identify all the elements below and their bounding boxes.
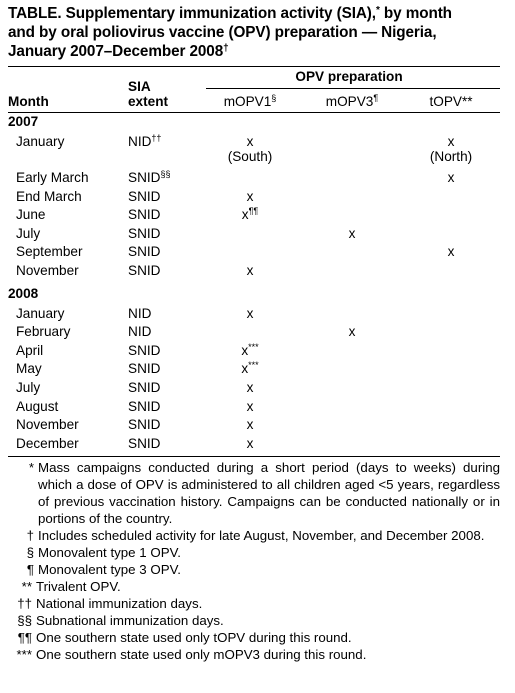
- footnote: [8, 612, 500, 629]
- month-cell: August: [16, 398, 59, 414]
- mopv1-cell: [198, 170, 302, 189]
- table-row: [8, 170, 500, 189]
- table-row: [8, 324, 500, 343]
- footnote-text: Monovalent type 1 OPV.: [38, 545, 181, 561]
- month-cell: September: [16, 244, 83, 260]
- table-row: [8, 306, 500, 325]
- footnote: [8, 646, 500, 663]
- mopv1-cell: x¶¶: [241, 206, 259, 223]
- topv-note: (North): [429, 149, 473, 164]
- mopv1-cell: [198, 226, 302, 245]
- sia-extent-cell: SNID: [128, 262, 161, 278]
- mopv3-cell: [302, 170, 402, 189]
- month-cell: January: [16, 134, 65, 149]
- mopv3-cell: [302, 399, 402, 418]
- topv-cell: [402, 343, 500, 362]
- footnote-text: Trivalent OPV.: [36, 579, 121, 595]
- topv-cell: x (North): [402, 134, 500, 170]
- topv-cell: [402, 189, 500, 208]
- sia-extent-cell: SNID: [128, 435, 161, 451]
- footnote: [8, 595, 500, 612]
- topv-cell: [402, 417, 500, 436]
- topv-cell: [402, 207, 500, 226]
- title-line-3: January 2007–December 2008: [8, 43, 224, 60]
- sia-extent-cell: SNID: [128, 244, 161, 260]
- table-row: [8, 226, 500, 245]
- footnote-text: One southern state used only mOPV3 during this round.: [36, 647, 367, 663]
- mopv3-cell: [302, 417, 402, 436]
- mopv3-cell: x: [348, 324, 356, 340]
- month-cell: November: [16, 262, 79, 278]
- topv-cell: [402, 361, 500, 380]
- header-topv: tOPV**: [429, 94, 473, 109]
- footnote-mark: **: [21, 579, 32, 595]
- footnotes: [8, 459, 500, 663]
- table-title: [8, 4, 500, 61]
- mopv3-cell: [302, 436, 402, 455]
- header-sia-extent: extent: [128, 94, 169, 109]
- footnote-mark: ¶: [26, 562, 34, 578]
- year-label: 2007: [8, 114, 39, 129]
- mopv1-cell: x: [246, 435, 254, 451]
- mopv3-cell: [302, 207, 402, 226]
- table-row: [8, 189, 500, 208]
- table-row: [8, 263, 500, 282]
- table-row: [8, 134, 500, 170]
- footnote-text: Monovalent type 3 OPV.: [38, 562, 181, 578]
- header-opv-preparation: OPV preparation: [198, 67, 500, 94]
- mopv1-cell: x: [246, 398, 254, 414]
- mopv1-cell: [198, 244, 302, 263]
- mopv1-cell: x: [246, 262, 254, 278]
- mopv3-cell: [302, 380, 402, 399]
- mopv3-cell: [302, 306, 402, 325]
- mopv1-cell: x (South): [198, 134, 302, 170]
- footnote-mark: §: [26, 545, 34, 561]
- header-sia: SIA: [128, 79, 151, 94]
- footnote-mark: §§: [17, 613, 32, 629]
- header-month: Month: [8, 94, 49, 109]
- sia-extent-cell: SNID: [128, 379, 161, 395]
- table-row: [8, 380, 500, 399]
- mopv3-cell: [302, 134, 402, 170]
- sia-extent-cell: SNID: [128, 361, 161, 377]
- topv-cell: [402, 226, 500, 245]
- month-cell: April: [16, 342, 44, 358]
- footnote: [8, 578, 500, 595]
- opv-group-rule: [206, 88, 500, 89]
- month-cell: December: [16, 435, 79, 451]
- mopv1-cell: x: [246, 305, 254, 321]
- title-footnote-mark: *: [375, 5, 380, 16]
- title-footnote-mark: †: [223, 43, 229, 54]
- sia-extent-cell: SNID: [128, 188, 161, 204]
- sia-extent-cell: NID: [128, 305, 152, 321]
- sia-extent-cell: SNID: [128, 225, 161, 241]
- header-mopv3: mOPV3¶: [325, 93, 379, 109]
- footnote-mark: *: [28, 460, 34, 476]
- topv-cell: [402, 324, 500, 343]
- mopv1-note: (South): [227, 149, 273, 164]
- table-row: [8, 244, 500, 263]
- footnote-mark: †: [26, 528, 34, 544]
- topv-cell: [402, 380, 500, 399]
- mopv3-cell: [302, 189, 402, 208]
- mopv3-cell: [302, 343, 402, 362]
- mopv1-cell: x: [246, 188, 254, 204]
- month-cell: Early March: [16, 170, 89, 185]
- table-row: [8, 399, 500, 418]
- sia-extent-cell: NID††: [128, 133, 162, 149]
- footnote: [8, 561, 500, 578]
- table-row: [8, 417, 500, 436]
- sia-extent-cell: SNID: [128, 417, 161, 433]
- footnote-text: Includes scheduled activity for late August, November, and December 2008.: [38, 528, 485, 544]
- footnote: [8, 527, 500, 544]
- month-cell: February: [16, 324, 71, 340]
- title-line-2: and by oral poliovirus vaccine (OPV) preparation — Nigeria,: [8, 24, 437, 41]
- sia-extent-cell: SNID: [128, 342, 161, 358]
- bottom-rule: [8, 456, 500, 457]
- mopv1-cell: x: [246, 379, 254, 395]
- mopv3-cell: [302, 361, 402, 380]
- month-cell: January: [16, 305, 65, 321]
- footnote-mark: ***: [16, 647, 32, 663]
- mopv1-cell: x***: [241, 360, 259, 377]
- year-row: [8, 282, 500, 306]
- footnote-mark: ††: [17, 596, 32, 612]
- header-mopv1: mOPV1§: [223, 93, 277, 109]
- topv-cell: [402, 436, 500, 455]
- sia-extent-cell: SNID: [128, 207, 161, 223]
- footnote: [8, 544, 500, 561]
- mopv3-cell: [302, 244, 402, 263]
- mopv1-cell: x: [246, 417, 254, 433]
- sia-extent-cell: SNID: [128, 398, 161, 414]
- topv-cell: [402, 399, 500, 418]
- year-row: [8, 113, 500, 134]
- table-row: [8, 207, 500, 226]
- mopv3-cell: x: [348, 225, 356, 241]
- sia-table: [8, 67, 500, 454]
- footnote: [8, 459, 500, 527]
- month-cell: November: [16, 417, 79, 433]
- mopv1-cell: x***: [241, 341, 259, 358]
- footnote-text: One southern state used only tOPV during this round.: [36, 630, 352, 646]
- footnote: [8, 629, 500, 646]
- title-line-1: TABLE. Supplementary immunization activity (SIA),: [8, 5, 376, 22]
- title-line-1-tail: by month: [379, 5, 452, 22]
- table-row: [8, 343, 500, 362]
- footnote-text: National immunization days.: [36, 596, 203, 612]
- topv-cell: x: [447, 244, 455, 260]
- mopv3-cell: [302, 263, 402, 282]
- year-label: 2008: [8, 285, 39, 301]
- mopv1-cell: [198, 324, 302, 343]
- table-row: [8, 361, 500, 380]
- month-cell: End March: [16, 188, 82, 204]
- sia-extent-cell: NID: [128, 324, 152, 340]
- topv-cell: x: [447, 170, 455, 185]
- month-cell: July: [16, 225, 41, 241]
- month-cell: May: [16, 361, 42, 377]
- month-cell: June: [16, 207, 46, 223]
- footnote-text: Mass campaigns conducted during a short period (days to weeks) during which a dose of OPV is administered to all children aged <5 years, regardless of previous vaccination history. Campaigns can be conducted nationally or in portions of the country.: [38, 460, 500, 527]
- topv-cell: [402, 306, 500, 325]
- table-row: [8, 436, 500, 455]
- month-cell: July: [16, 379, 41, 395]
- document: [8, 4, 500, 663]
- footnote-mark: ¶¶: [17, 630, 32, 646]
- footnote-text: Subnational immunization days.: [36, 613, 224, 629]
- sia-extent-cell: SNID§§: [128, 169, 171, 185]
- topv-cell: [402, 263, 500, 282]
